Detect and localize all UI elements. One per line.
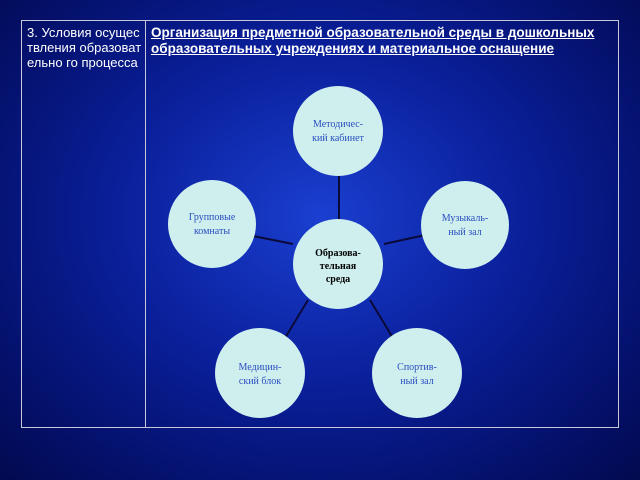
node-metod-line1: Методичес- (312, 119, 364, 130)
center-line2: тельная (319, 261, 357, 272)
node-sport (372, 328, 462, 418)
node-music-line1: Музыкаль- (441, 213, 489, 224)
node-group-line2: комнаты (193, 226, 231, 237)
center-line1: Образова- (315, 248, 361, 259)
left-cell-label: 3. Условия осуществления образовательно го процесса (27, 25, 142, 70)
node-metod (293, 86, 383, 176)
node-group (168, 180, 256, 268)
node-group-line1: Групповые (188, 212, 236, 223)
node-sport-line1: Спортив- (397, 362, 437, 373)
node-sport-line2: ный зал (400, 376, 434, 387)
center-node (293, 219, 383, 309)
node-medic-line2: ский блок (238, 376, 282, 387)
node-music (421, 181, 509, 269)
center-line3: среда (325, 274, 351, 285)
node-medic (215, 328, 305, 418)
node-medic-line1: Медицин- (238, 362, 282, 373)
node-music-line2: ный зал (448, 227, 482, 238)
node-metod-line2: кий кабинет (312, 133, 364, 144)
connector-group (253, 236, 293, 244)
table-title: Организация предметной образовательной среды в дошкольных образовательных учреждениях и материальное оснащение (151, 25, 595, 56)
connector-sport (370, 300, 393, 338)
connector-medic (285, 300, 308, 338)
